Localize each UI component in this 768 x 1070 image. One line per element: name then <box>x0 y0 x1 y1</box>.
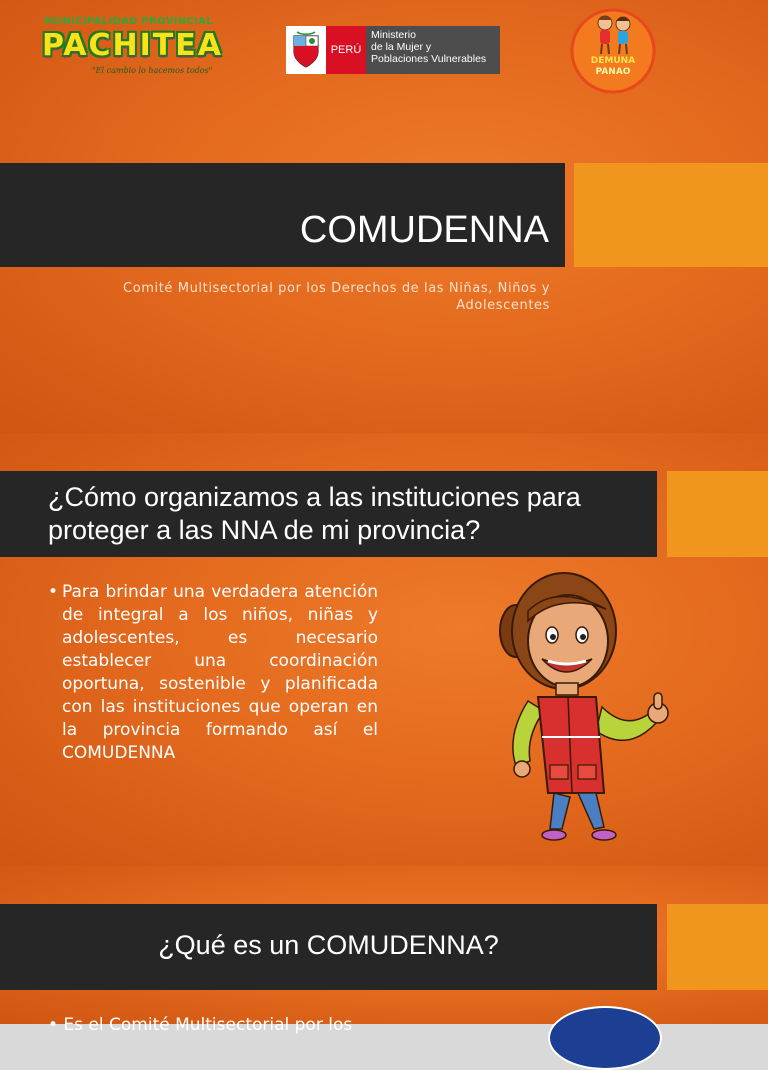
ministry-logo <box>286 26 500 74</box>
coat-of-arms-icon <box>286 26 326 74</box>
subtitle-line1: Comité Multisectorial por los Derechos de las Niñas, Niños y <box>123 281 550 296</box>
bullet-item <box>48 581 378 765</box>
demuna-logo <box>562 8 664 94</box>
subtitle-line2: Adolescentes <box>456 298 550 313</box>
bullet-icon: • <box>48 582 59 602</box>
pachitea-logo-name: PACHITEA <box>42 28 223 63</box>
heading-line2: proteger a las NNA de mi provincia? <box>48 515 481 545</box>
heading-accent-block <box>667 904 768 990</box>
heading-line1: ¿Cómo organizamos a las instituciones para <box>48 482 581 512</box>
bullet-text: Para brindar una verdadera atención de integral a los niños, niñas y adolescentes, es necesario establecer una coordinación oportuna, sostenible y planificada con las instituciones que operan en la provincia formando así el COMUDENNA <box>62 582 378 763</box>
bullet-text-partial: • Es el Comité Multisectorial por los <box>48 1015 353 1035</box>
heading-bar <box>0 904 657 990</box>
pachitea-logo-slogan: "El cambio lo hacemos todos" <box>92 66 213 75</box>
ministry-name <box>366 26 500 74</box>
heading-accent-block <box>667 471 768 557</box>
slide-title <box>0 0 768 433</box>
peru-label: PERÚ <box>326 26 366 74</box>
ministry-name-line1: Ministerio <box>371 29 416 41</box>
pachitea-logo-line1: MUNICIPALIDAD PROVINCIAL <box>44 16 213 27</box>
ministry-name-line3: Poblaciones Vulnerables <box>371 53 487 65</box>
partial-logo <box>548 1006 662 1070</box>
slide-organization <box>0 433 768 866</box>
demuna-logo-line2: PANAO <box>595 67 631 77</box>
slide-title-text: COMUDENNA <box>299 209 549 251</box>
ministry-name-line2: de la Mujer y <box>371 41 432 53</box>
heading-bar <box>0 471 657 557</box>
title-accent-block <box>574 163 768 267</box>
girl-thumbs-up-illustration <box>486 561 676 851</box>
slide-heading: ¿Qué es un COMUDENNA? <box>158 930 499 960</box>
slide-heading <box>48 481 648 547</box>
demuna-emblem-icon <box>562 8 664 94</box>
demuna-logo-line1: DEMUNA <box>590 56 636 66</box>
slide-subtitle <box>100 280 550 314</box>
pachitea-logo <box>36 14 236 82</box>
slide-definition <box>0 866 768 1035</box>
title-bar <box>0 163 565 267</box>
